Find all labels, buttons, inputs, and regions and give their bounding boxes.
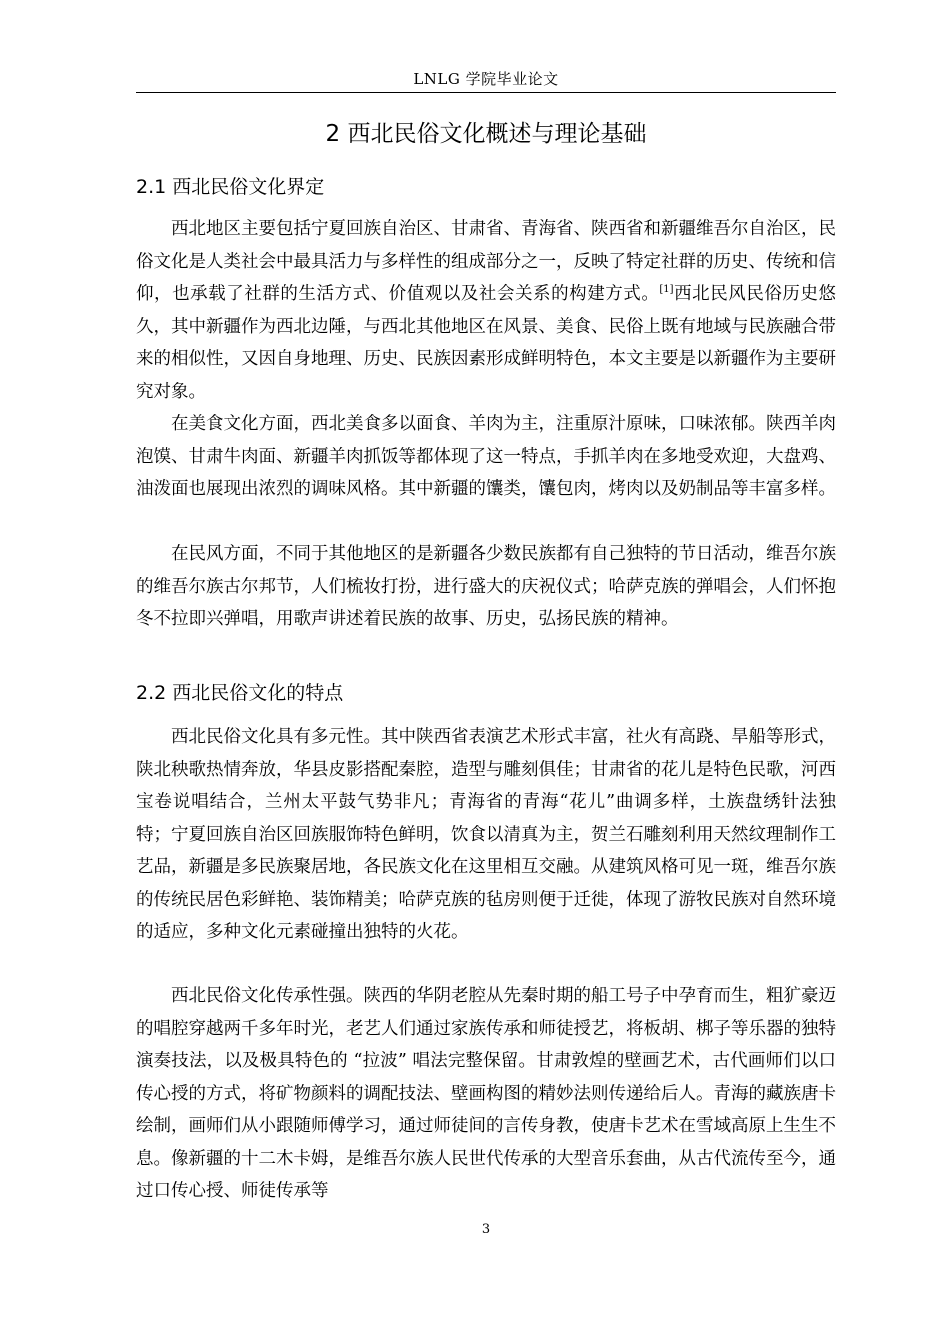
page-header-text: LNLG 学院毕业论文 bbox=[413, 70, 559, 88]
section-heading-2-1: 2.1 西北民俗文化界定 bbox=[136, 176, 325, 198]
chapter-title: 2 西北民俗文化概述与理论基础 bbox=[325, 121, 647, 147]
paragraph-food-culture: 在美食文化方面，西北美食多以面食、羊肉为主，注重原汁原味，口味浓郁。陕西羊肉泡馍、甘肃牛肉面、新疆羊肉抓饭等都体现了这一特点，手抓羊肉在多地受欢迎，大盘鸡、油泼面也展现出浓烈的调味风格。其中新疆的馕类，馕包肉，烤肉以及奶制品等丰富多样。 bbox=[136, 414, 836, 499]
section-heading-2-2: 2.2 西北民俗文化的特点 bbox=[136, 682, 344, 704]
paragraph-inheritance: 西北民俗文化传承性强。陕西的华阴老腔从先秦时期的船工号子中孕育而生，粗犷豪迈的唱腔穿越两千多年时光，老艺人们通过家族传承和师徒授艺，将板胡、梆子等乐器的独特演奏技法，以及极具特色的 “拉波” 唱法完整保留。甘肃敦煌的壁画艺术，古代画师们以口传心授的方式，将矿物颜料的调配技法、壁画构图的精妙法则传递给后人。青海的藏族唐卡绘制，画师们从小跟随师傅学习，通过师徒间的言传身教，使唐卡艺术在雪域高原上生生不息。像新疆的十二木卡姆，是维吾尔族人民世代传承的大型音乐套曲，从古代流传至今，通过口传心授、师徒传承等 bbox=[136, 986, 836, 1201]
paragraph-diversity: 西北民俗文化具有多元性。其中陕西省表演艺术形式丰富，社火有高跷、旱船等形式，陕北秧歌热情奔放，华县皮影搭配秦腔，造型与雕刻俱佳；甘肃省的花儿是特色民歌，河西宝卷说唱结合，兰州太平鼓气势非凡；青海省的青海“花儿”曲调多样，土族盘绣针法独特；宁夏回族自治区回族服饰特色鲜明，饮食以清真为主，贺兰石雕刻利用天然纹理制作工艺品，新疆是多民族聚居地，各民族文化在这里相互交融。从建筑风格可见一斑，维吾尔族的传统民居色彩鲜艳、装饰精美；哈萨克族的毡房则便于迁徙，体现了游牧民族对自然环境的适应，多种文化元素碰撞出独特的火花。 bbox=[136, 727, 836, 942]
paragraph-definition-text-before: 西北地区主要包括宁夏回族自治区、甘肃省、青海省、陕西省和新疆维吾尔自治区，民俗文化是人类社会中最具活力与多样性的组成部分之一，反映了特定社群的历史、传统和信仰，也承载了社群的生活方式、价值观以及社会关系的构建方式。 bbox=[136, 219, 836, 304]
paragraph-definition-text-after: 西北民风民俗历史悠久，其中新疆作为西北边陲，与西北其他地区在风景、美食、民俗上既有地域与民族融合带来的相似性，又因自身地理、历史、民族因素形成鲜明特色，本文主要是以新疆作为主要研究对象。 bbox=[136, 284, 837, 402]
citation-reference: [1] bbox=[659, 284, 674, 296]
paragraph-folk-customs: 在民风方面，不同于其他地区的是新疆各少数民族都有自己独特的节日活动，维吾尔族的维吾尔族古尔邦节，人们梳妆打扮，进行盛大的庆祝仪式；哈萨克族的弹唱会，人们怀抱冬不拉即兴弹唱，用歌声讲述着民族的故事、历史，弘扬民族的精神。 bbox=[136, 544, 836, 629]
page-number: 3 bbox=[481, 1222, 491, 1237]
paragraph-definition bbox=[136, 213, 836, 408]
header-rule bbox=[136, 92, 836, 93]
